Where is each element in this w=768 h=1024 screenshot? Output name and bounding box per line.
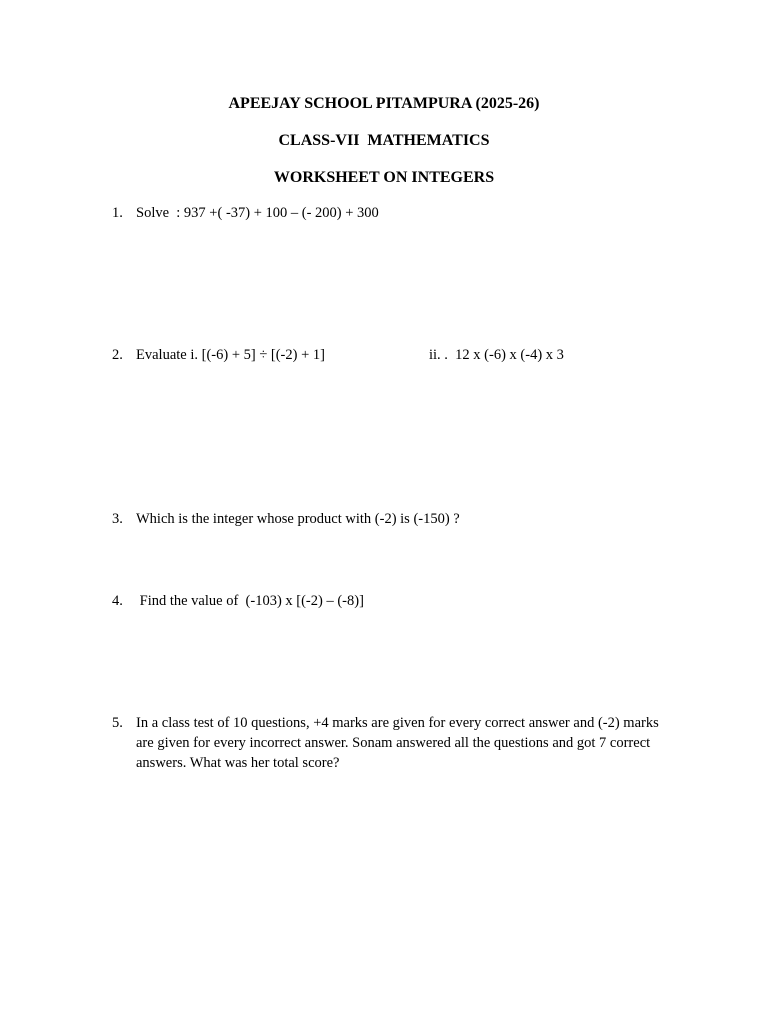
question-2-number: 2. — [112, 347, 123, 363]
school-heading: APEEJAY SCHOOL PITAMPURA (2025-26) — [228, 95, 540, 112]
question-5-text: In a class test of 10 questions, +4 marks are given for every correct answer and (-2) marks are given for every incorrect answer. Sonam answered all the questions and got 7 correct answers. What was her total score? — [136, 715, 659, 771]
question-5-number: 5. — [112, 715, 123, 731]
class-heading: CLASS-VII MATHEMATICS — [278, 132, 490, 149]
question-1-number: 1. — [112, 205, 123, 221]
question-3-number: 3. — [112, 511, 123, 527]
question-3-text: Which is the integer whose product with (-2) is (-150) ? — [136, 511, 460, 527]
question-4-text: Find the value of (-103) x [(-2) – (-8)] — [136, 593, 364, 609]
question-2-text: Evaluate i. [(-6) + 5] ÷ [(-2) + 1] — [136, 347, 325, 363]
worksheet-title: WORKSHEET ON INTEGERS — [273, 169, 495, 186]
question-4-number: 4. — [112, 593, 123, 609]
question-1-text: Solve : 937 +( -37) + 100 – (- 200) + 300 — [136, 205, 379, 221]
question-2-part-ii: ii. . 12 x (-6) x (-4) x 3 — [429, 347, 564, 363]
